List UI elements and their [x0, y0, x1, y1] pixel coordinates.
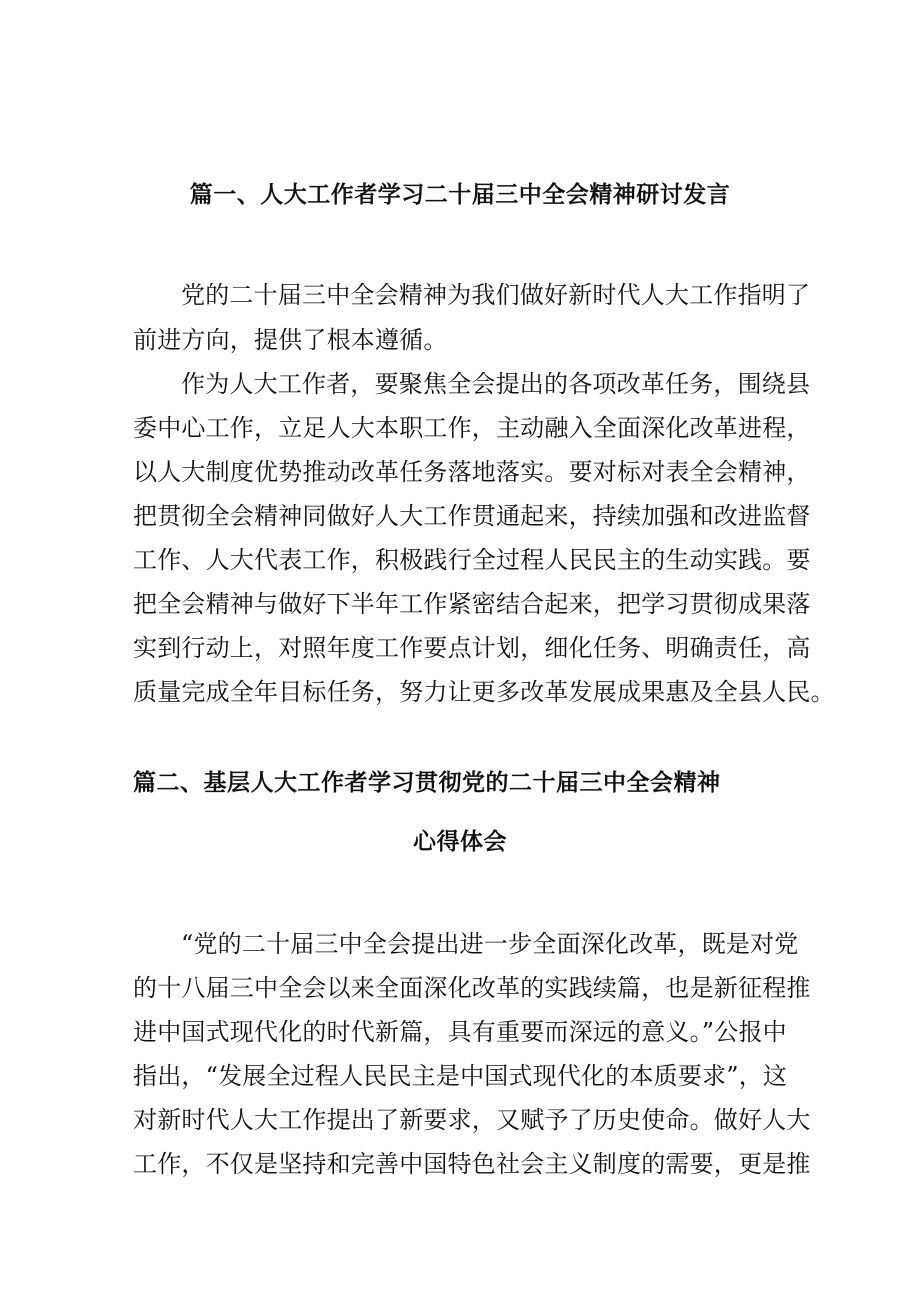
section1-title: 篇一、人大工作者学习二十届三中全会精神研讨发言: [189, 182, 731, 208]
section2-line-4: 指出，“发展全过程人民民主是中国式现代化的本质要求”，这: [133, 1062, 788, 1090]
section2-title-line-1: 篇二、基层人大工作者学习贯彻党的二十届三中全会精神: [133, 770, 721, 796]
section1-line-5: 以人大制度优势推动改革任务落地落实。要对标对表全会精神，: [133, 458, 811, 486]
section1-line-6: 把贯彻全会精神同做好人大工作贯通起来，持续加强和改进监督: [133, 502, 811, 530]
section1-line-9: 实到行动上，对照年度工作要点计划，细化任务、明确责任，高: [133, 634, 811, 662]
section2-line-6: 工作，不仅是坚持和完善中国特色社会主义制度的需要，更是推: [133, 1150, 811, 1178]
section2-line-2: 的十八届三中全会以来全面深化改革的实践续篇，也是新征程推: [133, 974, 811, 1002]
section1-line-4: 委中心工作，立足人大本职工作，主动融入全面深化改革进程，: [133, 414, 811, 442]
section2-line-5: 对新时代人大工作提出了新要求，又赋予了历史使命。做好人大: [133, 1106, 811, 1134]
section1-line-7: 工作、人大代表工作，积极践行全过程人民民主的生动实践。要: [133, 546, 811, 574]
section1-line-2: 前进方向，提供了根本遵循。: [133, 326, 448, 354]
section1-line-10: 质量完成全年目标任务，努力让更多改革发展成果惠及全县人民。: [133, 678, 835, 706]
section1-line-1: 党的二十届三中全会精神为我们做好新时代人大工作指明了: [181, 281, 811, 309]
section2-title-line-2: 心得体会: [413, 829, 507, 855]
section2-line-3: 进中国式现代化的时代新篇，具有重要而深远的意义。”公报中: [133, 1018, 787, 1046]
section2-line-1: “党的二十届三中全会提出进一步全面深化改革，既是对党: [181, 930, 799, 958]
section1-line-3: 作为人大工作者，要聚焦全会提出的各项改革任务，围绕县: [181, 370, 811, 398]
section1-line-8: 把全会精神与做好下半年工作紧密结合起来，把学习贯彻成果落: [133, 590, 811, 618]
